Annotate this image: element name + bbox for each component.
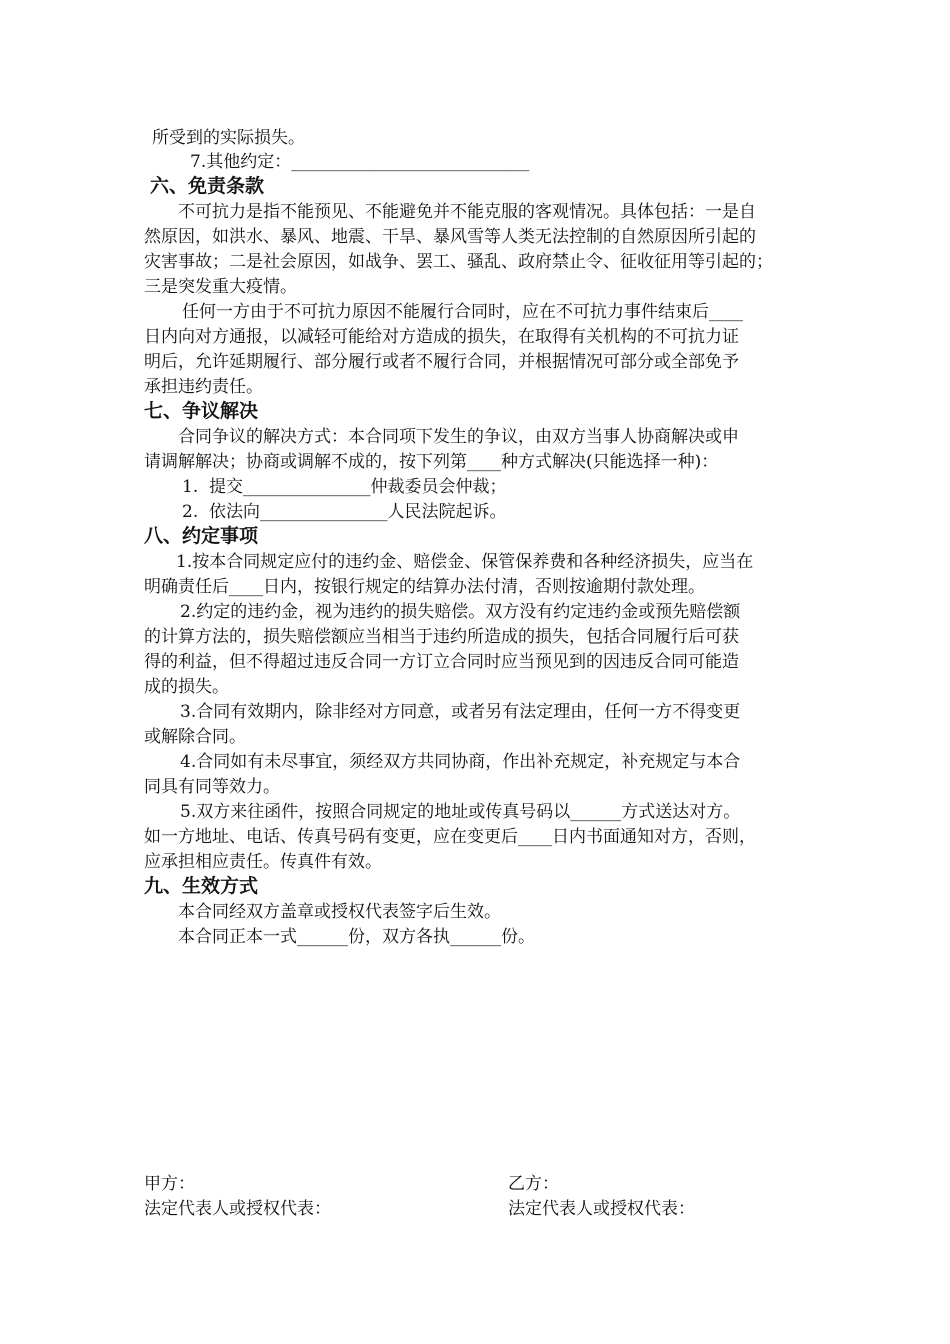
section-8-item1-line: 1.按本合同规定应付的违约金、赔偿金、保管保养费和各种经济损失，应当在	[176, 552, 754, 572]
section-7-title: 七、争议解决	[144, 400, 259, 422]
section-8-item2-line: 的计算方法的，损失赔偿额应当相当于违约所造成的损失，包括合同履行后可获	[144, 627, 739, 647]
section-8-title: 八、约定事项	[144, 525, 259, 547]
section-8-item5-line: 应承担相应责任。传真件有效。	[144, 852, 382, 872]
party-a-representative-label: 法定代表人或授权代表：	[144, 1199, 331, 1219]
section-8-item5-line: 5.双方来往函件，按照合同规定的地址或传真号码以______方式送达对方。	[180, 802, 741, 822]
party-b-representative-label: 法定代表人或授权代表：	[508, 1199, 695, 1219]
section-7-option-2: 2. 依法向_______________人民法院起诉。	[182, 502, 507, 522]
section-8-item4-line: 同具有同等效力。	[144, 777, 280, 797]
party-b-label: 乙方：	[508, 1174, 559, 1194]
section-7-para-line: 合同争议的解决方式：本合同项下发生的争议，由双方当事人协商解决或申	[178, 427, 739, 447]
section-6-para1-line: 灾害事故；二是社会原因，如战争、罢工、骚乱、政府禁止令、征收征用等引起的；	[144, 252, 773, 272]
section-8-item3-line: 3.合同有效期内，除非经对方同意，或者另有法定理由，任何一方不得变更	[180, 702, 741, 722]
section-7-para-line: 请调解解决；协商或调解不成的，按下列第____种方式解决(只能选择一种)：	[144, 452, 719, 472]
section-6-title: 六、免责条款	[150, 175, 265, 197]
section-6-para2-line: 明后，允许延期履行、部分履行或者不履行合同，并根据情况可部分或全部免予	[144, 352, 739, 372]
section-8-item2-line: 得的利益，但不得超过违反合同一方订立合同时应当预见到的因违反合同可能造	[144, 652, 739, 672]
section-6-para2-line: 日内向对方通报，以减轻可能给对方造成的损失，在取得有关机构的不可抗力证	[144, 327, 739, 347]
section-8-item2-line: 成的损失。	[144, 677, 229, 697]
section-9-para1: 本合同经双方盖章或授权代表签字后生效。	[178, 902, 501, 922]
section-6-para2-line: 承担违约责任。	[144, 377, 263, 397]
section-6-para1-line: 然原因，如洪水、暴风、地震、干旱、暴风雪等人类无法控制的自然原因所引起的	[144, 227, 756, 247]
section-8-item4-line: 4.合同如有未尽事宜，须经双方共同协商，作出补充规定，补充规定与本合	[180, 752, 741, 772]
section-8-item2-line: 2.约定的违约金，视为违约的损失赔偿。双方没有约定违约金或预先赔偿额	[180, 602, 741, 622]
section-9-title: 九、生效方式	[144, 875, 259, 897]
other-agreement-line: 7.其他约定：____________________________	[190, 152, 530, 172]
section-8-item5-line: 如一方地址、电话、传真号码有变更，应在变更后____日内书面通知对方，否则，	[144, 827, 756, 847]
continued-line: 所受到的实际损失。	[152, 128, 305, 148]
section-8-item3-line: 或解除合同。	[144, 727, 246, 747]
section-8-item1-line: 明确责任后____日内，按银行规定的结算办法付清，否则按逾期付款处理。	[144, 577, 705, 597]
party-a-label: 甲方：	[144, 1174, 195, 1194]
section-6-para1-line: 不可抗力是指不能预见、不能避免并不能克服的客观情况。具体包括：一是自	[178, 202, 756, 222]
section-7-option-1: 1. 提交_______________仲裁委员会仲裁；	[182, 477, 507, 497]
section-6-para2-line: 任何一方由于不可抗力原因不能履行合同时，应在不可抗力事件结束后____	[182, 302, 743, 322]
section-9-para2: 本合同正本一式______份，双方各执______份。	[178, 927, 535, 947]
section-6-para1-line: 三是突发重大疫情。	[144, 277, 297, 297]
